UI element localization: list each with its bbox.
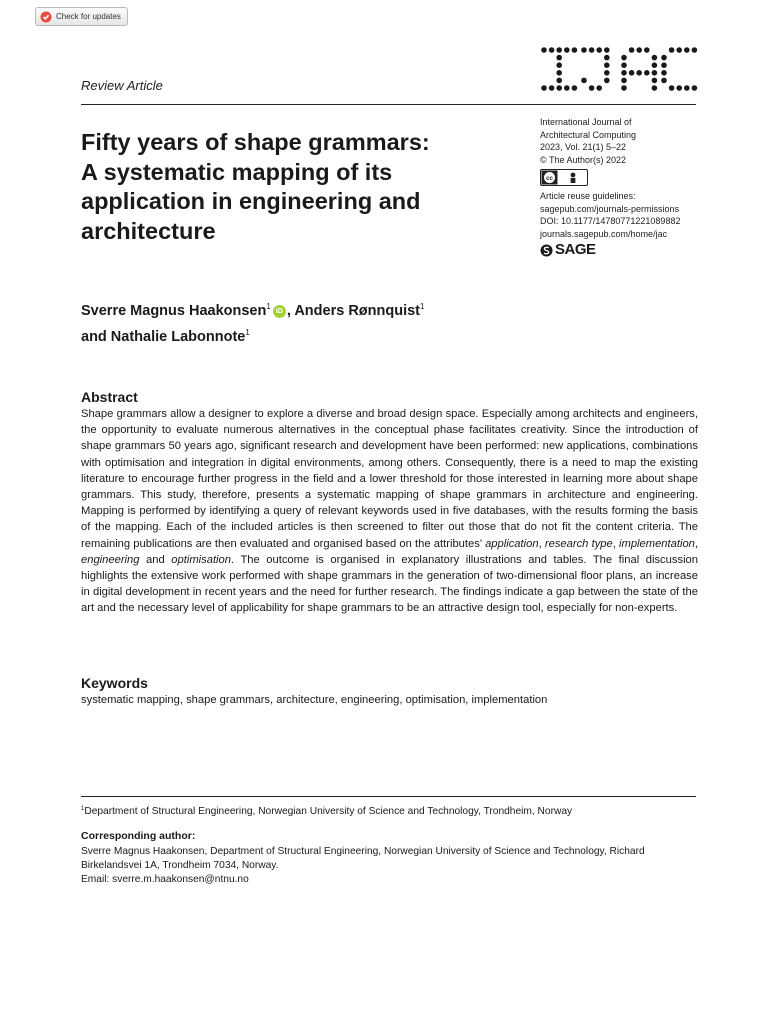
journal-homepage-link[interactable]: journals.sagepub.com/home/jac xyxy=(540,228,668,239)
logo-dot xyxy=(644,70,650,76)
logo-dot xyxy=(541,85,547,91)
keywords-heading: Keywords xyxy=(81,675,148,691)
logo-dot xyxy=(556,47,562,53)
abstract-separator: , xyxy=(612,537,620,550)
logo-dot xyxy=(589,85,595,91)
journal-name-line: International Journal of xyxy=(540,117,632,127)
logo-dot xyxy=(652,85,658,91)
logo-dot xyxy=(652,55,658,61)
attribute-term: optimisation xyxy=(171,553,231,566)
abstract-separator: , xyxy=(694,537,699,550)
corresponding-author-address: Sverre Magnus Haakonsen, Department of Structural Engineering, Norwegian University of Science and Technology, Richard xyxy=(81,846,645,857)
logo-dot xyxy=(564,47,570,53)
header-divider xyxy=(81,104,696,105)
logo-dot xyxy=(556,70,562,76)
logo-dot xyxy=(549,47,555,53)
logo-dot xyxy=(644,47,650,53)
article-title xyxy=(81,128,501,246)
logo-dot xyxy=(621,78,627,84)
ijac-logo-icon xyxy=(540,46,700,94)
logo-dot xyxy=(604,55,610,61)
logo-dot xyxy=(661,78,667,84)
publisher-name: SAGE xyxy=(555,241,596,259)
title-line: application in engineering and xyxy=(81,188,421,214)
copyright-line: © The Author(s) 2022 xyxy=(540,154,627,165)
logo-dot xyxy=(692,85,698,91)
affiliation-text: Department of Structural Engineering, Norwegian University of Science and Technology, Trondheim, Norway xyxy=(84,806,573,817)
logo-dot xyxy=(621,62,627,68)
logo-dot xyxy=(676,47,682,53)
keywords-list: systematic mapping, shape grammars, architecture, engineering, optimisation, implementation xyxy=(81,694,548,706)
logo-dot xyxy=(581,78,587,84)
logo-dot xyxy=(652,78,658,84)
attribute-term: engineering xyxy=(81,553,140,566)
abstract-separator: and xyxy=(139,553,172,566)
title-line: architecture xyxy=(81,217,216,244)
logo-dot xyxy=(636,70,642,76)
logo-dot xyxy=(684,85,690,91)
logo-dot xyxy=(661,55,667,61)
logo-dot xyxy=(589,47,595,53)
logo-dot xyxy=(669,47,675,53)
logo-dot xyxy=(604,47,610,53)
logo-dot xyxy=(572,47,578,53)
corresponding-author-details xyxy=(81,845,681,887)
logo-dot xyxy=(572,85,578,91)
abstract-heading: Abstract xyxy=(81,389,138,405)
logo-dot xyxy=(596,85,602,91)
corresponding-author-email[interactable]: Email: sverre.m.haakonsen@ntnu.no xyxy=(81,874,249,885)
footnote-divider xyxy=(81,796,696,797)
journal-metadata xyxy=(540,116,700,257)
logo-dot xyxy=(621,85,627,91)
logo-dot xyxy=(564,85,570,91)
logo-dot xyxy=(676,85,682,91)
logo-dot xyxy=(629,70,635,76)
check-updates-icon xyxy=(40,11,52,23)
check-for-updates-button[interactable] xyxy=(35,7,128,26)
logo-dot xyxy=(621,55,627,61)
logo-dot xyxy=(629,47,635,53)
corresponding-author-address: Birkelandsvei 1A, Trondheim 7034, Norway. xyxy=(81,860,279,871)
permissions-link[interactable]: sagepub.com/journals-permissions xyxy=(540,203,680,214)
logo-dot xyxy=(604,62,610,68)
article-type: Review Article xyxy=(81,78,163,93)
cc-label: cc xyxy=(546,176,553,182)
reuse-guidelines-label: Article reuse guidelines: xyxy=(540,191,636,201)
check-for-updates-label: Check for updates xyxy=(56,12,121,21)
logo-dot xyxy=(556,55,562,61)
creative-commons-icon[interactable] xyxy=(540,169,588,186)
abstract-separator: , xyxy=(538,537,545,550)
logo-dot xyxy=(669,85,675,91)
logo-dot xyxy=(541,47,547,53)
publisher-logo xyxy=(540,241,700,259)
doi-link[interactable]: DOI: 10.1177/14780771221089882 xyxy=(540,216,681,226)
logo-dot xyxy=(556,78,562,84)
author-row xyxy=(81,296,561,322)
affiliation-marker: 1 xyxy=(420,302,425,311)
logo-dot xyxy=(692,47,698,53)
author-name: , Anders Rønnquist xyxy=(286,303,420,319)
title-line: A systematic mapping of its xyxy=(81,158,393,185)
logo-dot xyxy=(596,47,602,53)
logo-dot xyxy=(581,47,587,53)
corresponding-author-heading: Corresponding author: xyxy=(81,830,196,842)
attribute-term: application xyxy=(485,537,539,550)
logo-dot xyxy=(661,70,667,76)
author-list xyxy=(81,296,561,348)
logo-dot xyxy=(661,62,667,68)
logo-dot xyxy=(652,62,658,68)
logo-dot xyxy=(621,70,627,76)
journal-volume: 2023, Vol. 21(1) 5–22 xyxy=(540,142,627,152)
logo-dot xyxy=(549,85,555,91)
affiliation-marker: 1 xyxy=(245,328,250,337)
attribute-term: research type xyxy=(544,537,613,550)
journal-logo xyxy=(540,46,700,99)
logo-dot xyxy=(636,47,642,53)
logo-dot xyxy=(556,85,562,91)
abstract-part: Shape grammars allow a designer to explore a diverse and broad design space. Especially among architects and engineers, the opportunity to evaluate numerous alternatives in the conceptual phase facilitates creativity. Since the introduction of shape grammars 50 years ago, significant research and development have been performed: new applications, combinations with optimisation and integration in digital environments, among others. Consequently, there is a need to map the existing literature to encourage further progress in the field and a lower threshold for those interested in learning more about shape grammars. This study, therefore, presents a systematic mapping of shape grammars in architecture and engineering. Mapping is performed by identifying a query of relevant keywords used in five databases, with the results forming the basis of the mapping. Each of the included articles is then screened to filter out those that do not fit the content criteria. The remaining publications are then evaluated and organised based on the attributes’ xyxy=(81,408,698,550)
affiliation-marker: 1 xyxy=(266,302,271,311)
attribute-term: implementation xyxy=(619,537,695,550)
author-name: and Nathalie Labonnote xyxy=(81,329,246,345)
author-name: Sverre Magnus Haakonsen xyxy=(81,303,267,319)
sage-swirl-icon xyxy=(540,244,553,257)
journal-name-line: Architectural Computing xyxy=(540,129,637,140)
affiliation-note xyxy=(81,806,572,817)
logo-dot xyxy=(684,47,690,53)
orcid-icon[interactable]: iD xyxy=(273,305,286,318)
author-row xyxy=(81,322,561,348)
logo-dot xyxy=(652,70,658,76)
logo-dot xyxy=(604,70,610,76)
title-line: Fifty years of shape grammars: xyxy=(81,129,430,155)
abstract-part: . The outcome is organised in explanatory illustrations and tables. The final discussion highlights the extensive work performed with shape grammars in the generation of two-dimensional floor plans, an increase in digital development in recent years and the need for further research. The findings indicate a gap between the state of the art and the necessary level of applicability for shape grammars to be an attractive design tool, especially for non-experts. xyxy=(81,553,698,615)
logo-dot xyxy=(556,62,562,68)
abstract-text xyxy=(81,406,698,617)
affiliation-marker: 1 xyxy=(81,806,85,812)
logo-dot xyxy=(604,78,610,84)
